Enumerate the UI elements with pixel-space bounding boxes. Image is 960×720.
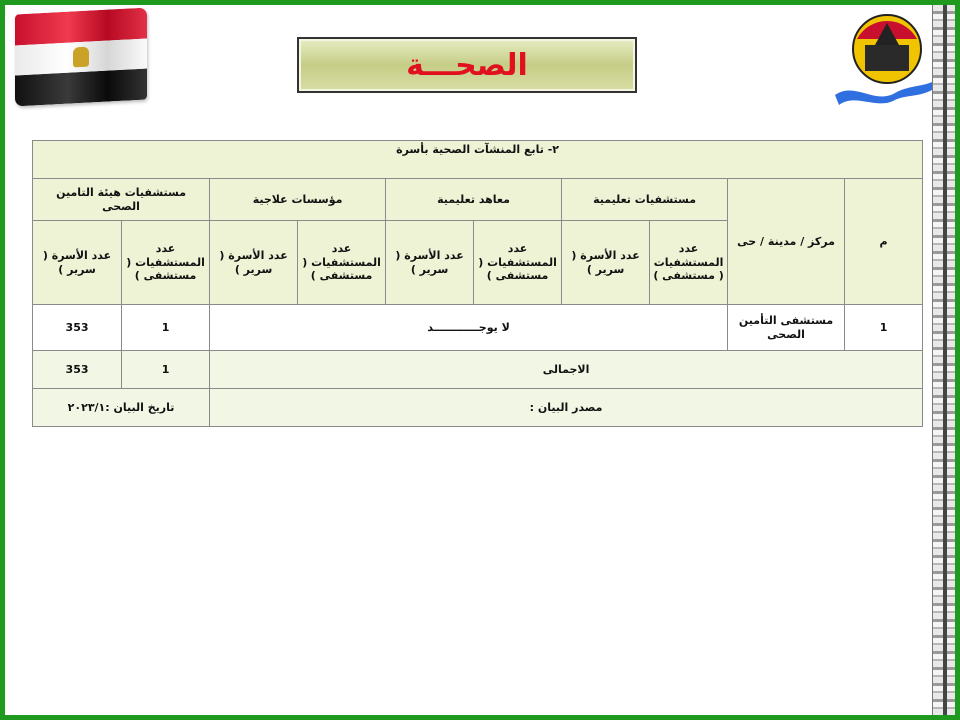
col-header-index: م <box>845 179 923 305</box>
decorative-side-strip <box>932 5 955 715</box>
table-row <box>33 305 923 351</box>
date-label: تاريخ البيان :٢٠٢٣/١ <box>33 389 210 427</box>
governorate-logo-icon <box>835 9 947 109</box>
sub-header-hospitals: عدد المستشفيات ( مستشفى ) <box>298 221 386 305</box>
row-index: 1 <box>845 305 923 351</box>
group-header-teaching-hospitals: مستشفيات تعليمية <box>562 179 728 221</box>
footer-row <box>33 389 923 427</box>
sub-header-hospitals: عدد المستشفيات ( مستشفى ) <box>122 221 210 305</box>
sub-header-beds: عدد الأسرة ( سرير ) <box>33 221 122 305</box>
total-row <box>33 351 923 389</box>
slide <box>5 5 955 715</box>
page-title: الصحـــة <box>406 47 528 83</box>
total-hospitals-count: 1 <box>122 351 210 389</box>
sub-header-beds: عدد الأسرة ( سرير ) <box>562 221 650 305</box>
total-beds-count: 353 <box>33 351 122 389</box>
none-available-text: لا يوجــــــــــــد <box>210 305 728 351</box>
col-header-place: مركز / مدينة / حى <box>728 179 845 305</box>
row-place: مستشفى التأمين الصحى <box>728 305 845 351</box>
health-facilities-table <box>32 140 923 427</box>
sub-header-hospitals: عدد المستشفيات ( مستشفى ) <box>474 221 562 305</box>
total-label: الاجمالى <box>210 351 923 389</box>
title-banner <box>297 37 637 93</box>
table-caption: ٢- تابع المنشآت الصحية بأسرة <box>33 141 923 179</box>
egypt-flag-icon <box>15 8 147 107</box>
group-header-treatment-institutions: مؤسسات علاجية <box>210 179 386 221</box>
row-beds-count: 353 <box>33 305 122 351</box>
source-label: مصدر البيان : <box>210 389 923 427</box>
row-hospitals-count: 1 <box>122 305 210 351</box>
group-header-teaching-institutes: معاهد تعليمية <box>386 179 562 221</box>
sub-header-hospitals: عدد المستشفيات ( مستشفى ) <box>650 221 728 305</box>
sub-header-beds: عدد الأسرة ( سرير ) <box>386 221 474 305</box>
group-header-health-insurance: مستشفيات هيئة التامين الصحى <box>33 179 210 221</box>
sub-header-beds: عدد الأسرة ( سرير ) <box>210 221 298 305</box>
